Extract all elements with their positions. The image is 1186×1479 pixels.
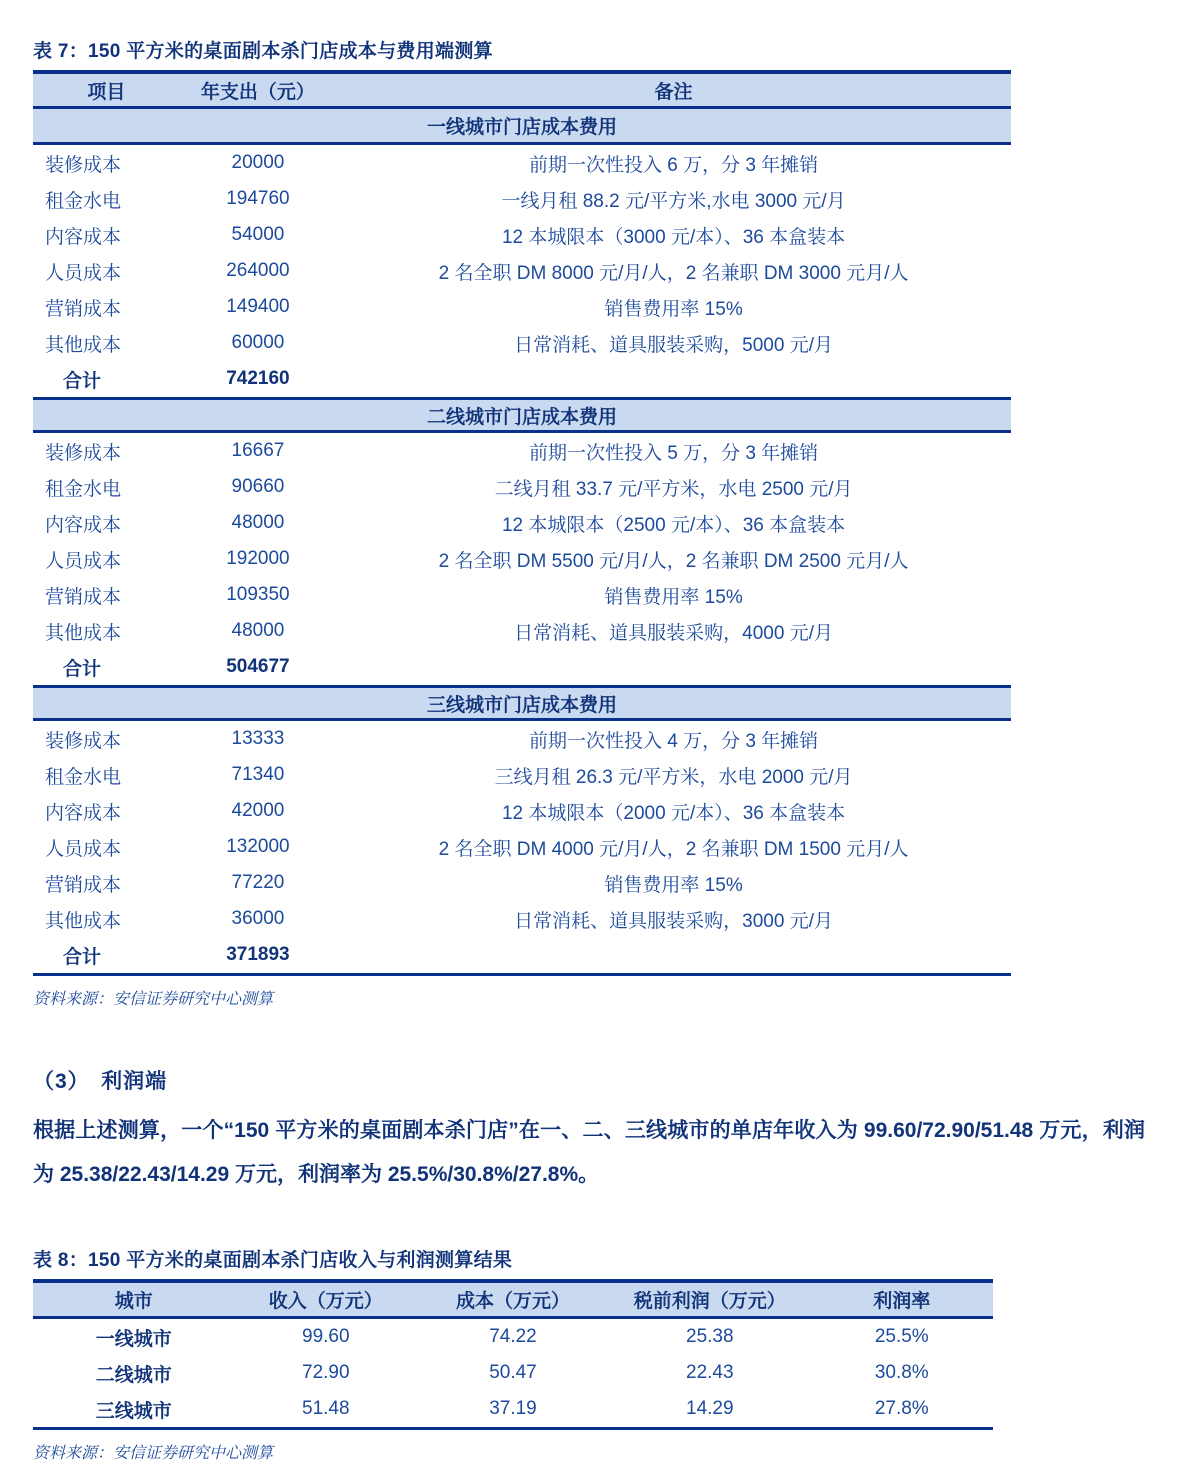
table-row: [33, 793, 1011, 829]
city-cell: 一线城市: [95, 1328, 172, 1350]
table7-col-item: 项目: [87, 81, 126, 103]
table-row: [33, 577, 1011, 613]
amount-cell: 48000: [231, 512, 285, 533]
table-row: [33, 1319, 993, 1355]
table-row: [33, 145, 1011, 181]
amount-cell: 77220: [231, 872, 285, 893]
section-header: 二线城市门店成本费用: [33, 397, 1011, 433]
note-cell: 一线月租 88.2 元/平方米,水电 3000 元/月: [501, 190, 846, 212]
city-cell: 二线城市: [95, 1364, 172, 1386]
note-cell: 销售费用率 15%: [604, 298, 743, 320]
cost-cell: 74.22: [489, 1326, 537, 1347]
item-cell: 装修成本: [45, 154, 122, 176]
total-amount: 371893: [226, 944, 290, 965]
total-row: [33, 649, 1011, 685]
item-cell: 营销成本: [45, 874, 122, 896]
table7-source-note: 资料来源：安信证券研究中心测算: [33, 991, 274, 1008]
margin-cell: 25.5%: [874, 1326, 929, 1347]
amount-cell: 54000: [231, 224, 285, 245]
margin-cell: 27.8%: [874, 1398, 929, 1419]
amount-cell: 132000: [226, 836, 290, 857]
profit-section-heading: （3） 利润端: [33, 1070, 168, 1093]
table8-source-note: 资料来源：安信证券研究中心测算: [33, 1445, 274, 1462]
table7: [33, 70, 1011, 976]
revenue-cell: 99.60: [302, 1326, 350, 1347]
note-cell: 三线月租 26.3 元/平方米，水电 2000 元/月: [494, 766, 853, 788]
item-cell: 人员成本: [45, 550, 122, 572]
amount-cell: 194760: [226, 188, 290, 209]
table8-col-margin: 利润率: [873, 1291, 931, 1312]
total-amount: 742160: [226, 368, 290, 389]
cost-section-3: [33, 685, 1011, 973]
table8-col-revenue: 收入（万元）: [268, 1291, 383, 1312]
item-cell: 其他成本: [45, 334, 122, 356]
table-row: [33, 1355, 993, 1391]
table-row: [33, 253, 1011, 289]
note-cell: 12 本城限本（3000 元/本）、36 本盒装本: [501, 226, 846, 248]
cost-cell: 50.47: [489, 1362, 537, 1383]
amount-cell: 90660: [231, 476, 285, 497]
item-cell: 其他成本: [45, 622, 122, 644]
table-row: [33, 541, 1011, 577]
section-header: 三线城市门店成本费用: [33, 685, 1011, 721]
amount-cell: 264000: [226, 260, 290, 281]
table8-title: 表 8：150 平方米的桌面剧本杀门店收入与利润测算结果: [33, 1250, 513, 1271]
amount-cell: 60000: [231, 332, 285, 353]
section-header: 一线城市门店成本费用: [33, 109, 1011, 145]
table8-col-city: 城市: [114, 1291, 153, 1312]
note-cell: 销售费用率 15%: [604, 586, 743, 608]
note-cell: 日常消耗、道具服装采购，5000 元/月: [514, 334, 833, 356]
amount-cell: 109350: [226, 584, 290, 605]
table-row: [33, 289, 1011, 325]
cost-section-1: [33, 109, 1011, 397]
table-row: [33, 613, 1011, 649]
margin-cell: 30.8%: [874, 1362, 929, 1383]
table-row: [33, 901, 1011, 937]
item-cell: 人员成本: [45, 838, 122, 860]
note-cell: 2 名全职 DM 5500 元/月/人，2 名兼职 DM 2500 元月/人: [438, 550, 909, 572]
total-label: 合计: [63, 946, 102, 968]
item-cell: 租金水电: [45, 478, 122, 500]
item-cell: 人员成本: [45, 262, 122, 284]
item-cell: 租金水电: [45, 766, 122, 788]
total-label: 合计: [63, 658, 102, 680]
revenue-cell: 51.48: [302, 1398, 350, 1419]
table7-header-row: [33, 70, 1011, 109]
total-row: [33, 361, 1011, 397]
item-cell: 内容成本: [45, 226, 122, 248]
city-cell: 三线城市: [95, 1400, 172, 1422]
table-row: [33, 829, 1011, 865]
table8: [33, 1279, 993, 1430]
revenue-cell: 72.90: [302, 1362, 350, 1383]
profit-cell: 22.43: [686, 1362, 734, 1383]
amount-cell: 42000: [231, 800, 285, 821]
table7-col-amount: 年支出（元）: [200, 81, 315, 103]
item-cell: 其他成本: [45, 910, 122, 932]
cost-section-2: [33, 397, 1011, 685]
amount-cell: 192000: [226, 548, 290, 569]
amount-cell: 13333: [231, 728, 285, 749]
table-row: [33, 217, 1011, 253]
note-cell: 二线月租 33.7 元/平方米，水电 2500 元/月: [494, 478, 853, 500]
item-cell: 内容成本: [45, 514, 122, 536]
item-cell: 装修成本: [45, 442, 122, 464]
table-row: [33, 505, 1011, 541]
profit-cell: 14.29: [686, 1398, 734, 1419]
table-row: [33, 1391, 993, 1427]
note-cell: 日常消耗、道具服装采购，4000 元/月: [514, 622, 833, 644]
table-row: [33, 865, 1011, 901]
table8-col-profit: 税前利润（万元）: [633, 1291, 786, 1312]
amount-cell: 16667: [231, 440, 285, 461]
table7-body: [33, 109, 1011, 973]
cost-cell: 37.19: [489, 1398, 537, 1419]
note-cell: 2 名全职 DM 4000 元/月/人，2 名兼职 DM 1500 元月/人: [438, 838, 909, 860]
note-cell: 前期一次性投入 4 万，分 3 年摊销: [528, 730, 819, 752]
table-row: [33, 325, 1011, 361]
note-cell: 销售费用率 15%: [604, 874, 743, 896]
table7-title: 表 7：150 平方米的桌面剧本杀门店成本与费用端测算: [33, 41, 493, 62]
total-row: [33, 937, 1011, 973]
item-cell: 营销成本: [45, 298, 122, 320]
note-cell: 12 本城限本（2000 元/本）、36 本盒装本: [501, 802, 846, 824]
note-cell: 2 名全职 DM 8000 元/月/人，2 名兼职 DM 3000 元月/人: [438, 262, 909, 284]
note-cell: 日常消耗、道具服装采购，3000 元/月: [514, 910, 833, 932]
table-row: [33, 757, 1011, 793]
item-cell: 内容成本: [45, 802, 122, 824]
total-label: 合计: [63, 370, 102, 392]
amount-cell: 71340: [231, 764, 285, 785]
table-row: [33, 469, 1011, 505]
table7-col-note: 备注: [654, 81, 693, 103]
profit-cell: 25.38: [686, 1326, 734, 1347]
table-row: [33, 433, 1011, 469]
amount-cell: 20000: [231, 152, 285, 173]
total-amount: 504677: [226, 656, 290, 677]
table-row: [33, 721, 1011, 757]
note-cell: 12 本城限本（2500 元/本）、36 本盒装本: [501, 514, 846, 536]
table8-col-cost: 成本（万元）: [455, 1291, 570, 1312]
amount-cell: 48000: [231, 620, 285, 641]
item-cell: 租金水电: [45, 190, 122, 212]
amount-cell: 36000: [231, 908, 285, 929]
table-row: [33, 181, 1011, 217]
profit-paragraph: 根据上述测算，一个“150 平方米的桌面剧本杀门店”在一、二、三线城市的单店年收入为 99.60/72.90/51.48 万元，利润为 25.38/22.43/14.29 万元，利润率为 25.5%/30.8%/27.8%。: [33, 1119, 1145, 1186]
note-cell: 前期一次性投入 6 万，分 3 年摊销: [528, 154, 819, 176]
item-cell: 营销成本: [45, 586, 122, 608]
table8-header-row: [33, 1279, 993, 1319]
amount-cell: 149400: [226, 296, 290, 317]
table8-body: [33, 1319, 993, 1427]
item-cell: 装修成本: [45, 730, 122, 752]
note-cell: 前期一次性投入 5 万，分 3 年摊销: [528, 442, 819, 464]
